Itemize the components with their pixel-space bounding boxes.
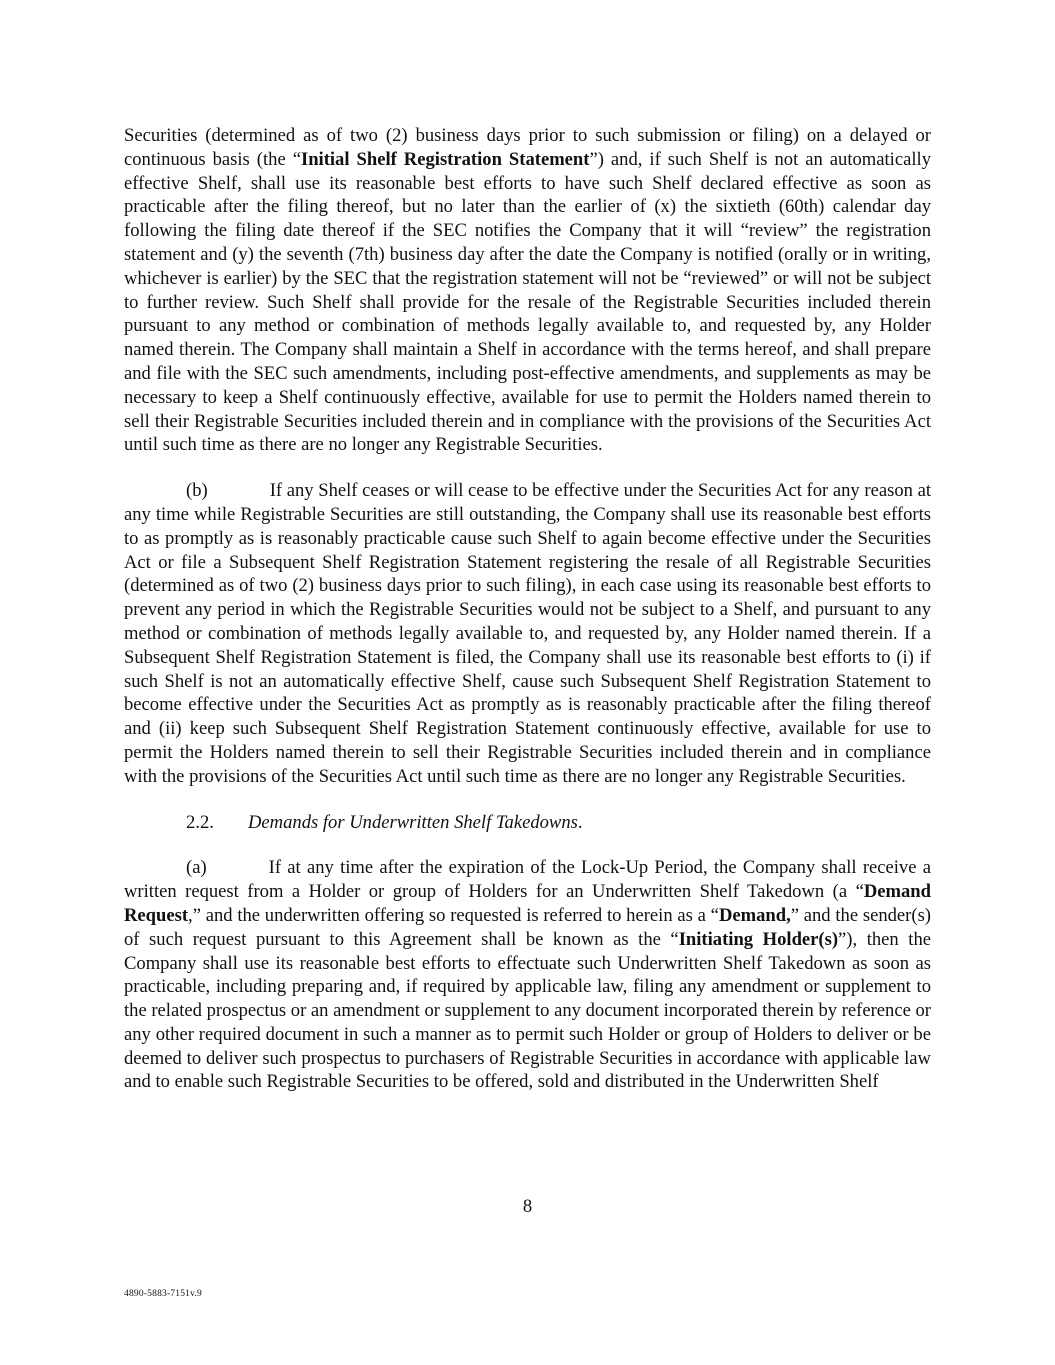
paragraph-text: If any Shelf ceases or will cease to be effective under the Securities Act for any reason at any time while Registrable Securities are still outstanding, the Company shall use its reasonable best efforts to as promptly as is reasonably practicable cause such Shelf to again become effective under the Securities Act or file a Subsequent Shelf Registration Statement registering the resale of all Registrable Securities (determined as of two (2) business days prior to such filing), in each case using its reasonable best efforts to prevent any period in which the Registrable Securities would not be subject to a Shelf, and pursuant to any method or combination of methods legally available to, and requested by, any Holder named therein. If a Subsequent Shelf Registration Statement is filed, the Company shall use its reasonable best efforts to (i) if such Shelf is not an automatically effective Shelf, cause such Subsequent Shelf Registration Statement to become effective under the Securities Act as promptly as is reasonably practicable after the filing thereof and (ii) keep such Subsequent Shelf Registration Statement continuously effective, available for use to permit the Holders named therein to sell their Registrable Securities included therein and in compliance with the provisions of the Securities Act until such time as there are no longer any Registrable Securities. [124,480,931,787]
paragraph-text: ” and the sender(s) of such request pursuant to this Agreement shall be known as the “ [124,904,931,950]
paragraph-text: Securities (determined as of two (2) business days prior to such submission or filing) on a delayed or continuous basis (the “ [124,125,931,170]
paragraph-text: ”) and, if such Shelf is not an automatically effective Shelf, shall use its reasonable best efforts to have such Shelf declared effective as soon as practicable after the filing thereof, but no later than the earlier of (x) the sixtieth (60th) calendar day following the filing date thereof if the SEC notifies the Company that it will “review” the registration statement and (y) the seventh (7th) business day after the date the Company is notified (orally or in writing, whichever is earlier) by the SEC that the registration statement will not be “reviewed” or will not be subject to further review. Such Shelf shall provide for the resale of the Registrable Securities included therein pursuant to any method or combination of methods legally available to, and requested by, any Holder named therein. The Company shall maintain a Shelf in accordance with the terms hereof, and shall prepare and file with the SEC such amendments, including post-effective amendments, and supplements as may be necessary to keep a Shelf continuously effective, available for use to permit the Holders named therein to sell their Registrable Securities included therein and in compliance with the provisions of the Securities Act until such time as there are no longer any Registrable Securities. [124,148,931,456]
section-heading-2-2 [124,811,931,835]
section-title-period: . [577,811,583,833]
paragraph-b [124,479,931,788]
section-number: 2.2. [186,811,214,833]
defined-term-demand: Demand, [718,904,791,926]
document-body [124,124,931,1116]
paragraph-text: ”), then the Company shall use its reasonable best efforts to effectuate such Underwritten Shelf Takedown as soon as practicable, including preparing and, if required by applicable law, filing any amendment or supplement to the related prospectus or an amendment or supplement to any document incorporated therein by reference or any other required document in such a manner as to permit such Holder or group of Holders to deliver or be deemed to deliver such prospectus to purchasers of Registrable Securities in accordance with applicable law and to enable such Registrable Securities to be offered, sold and distributed in the Underwritten Shelf [124,928,931,1093]
paragraph-2-2-a [124,856,931,1094]
section-title: Demands for Underwritten Shelf Takedowns [248,811,578,833]
defined-term-initial-shelf: Initial Shelf Registration Statement [300,148,590,170]
paragraph-label: (a) [186,857,207,879]
paragraph-text: ,” and the underwritten offering so requested is referred to herein as a “ [188,904,719,926]
paragraph-text: If at any time after the expiration of the Lock-Up Period, the Company shall receive a written request from a Holder or group of Holders for an Underwritten Shelf Takedown (a “ [124,857,931,903]
paragraph-label: (b) [186,480,208,502]
document-id: 4890-5883-7151v.9 [124,1289,202,1299]
defined-term-demand-request: Demand Request [124,881,931,926]
paragraph-continuation [124,124,931,457]
page-number: 8 [522,1196,533,1217]
defined-term-initiating-holders: Initiating Holder(s) [678,928,839,950]
